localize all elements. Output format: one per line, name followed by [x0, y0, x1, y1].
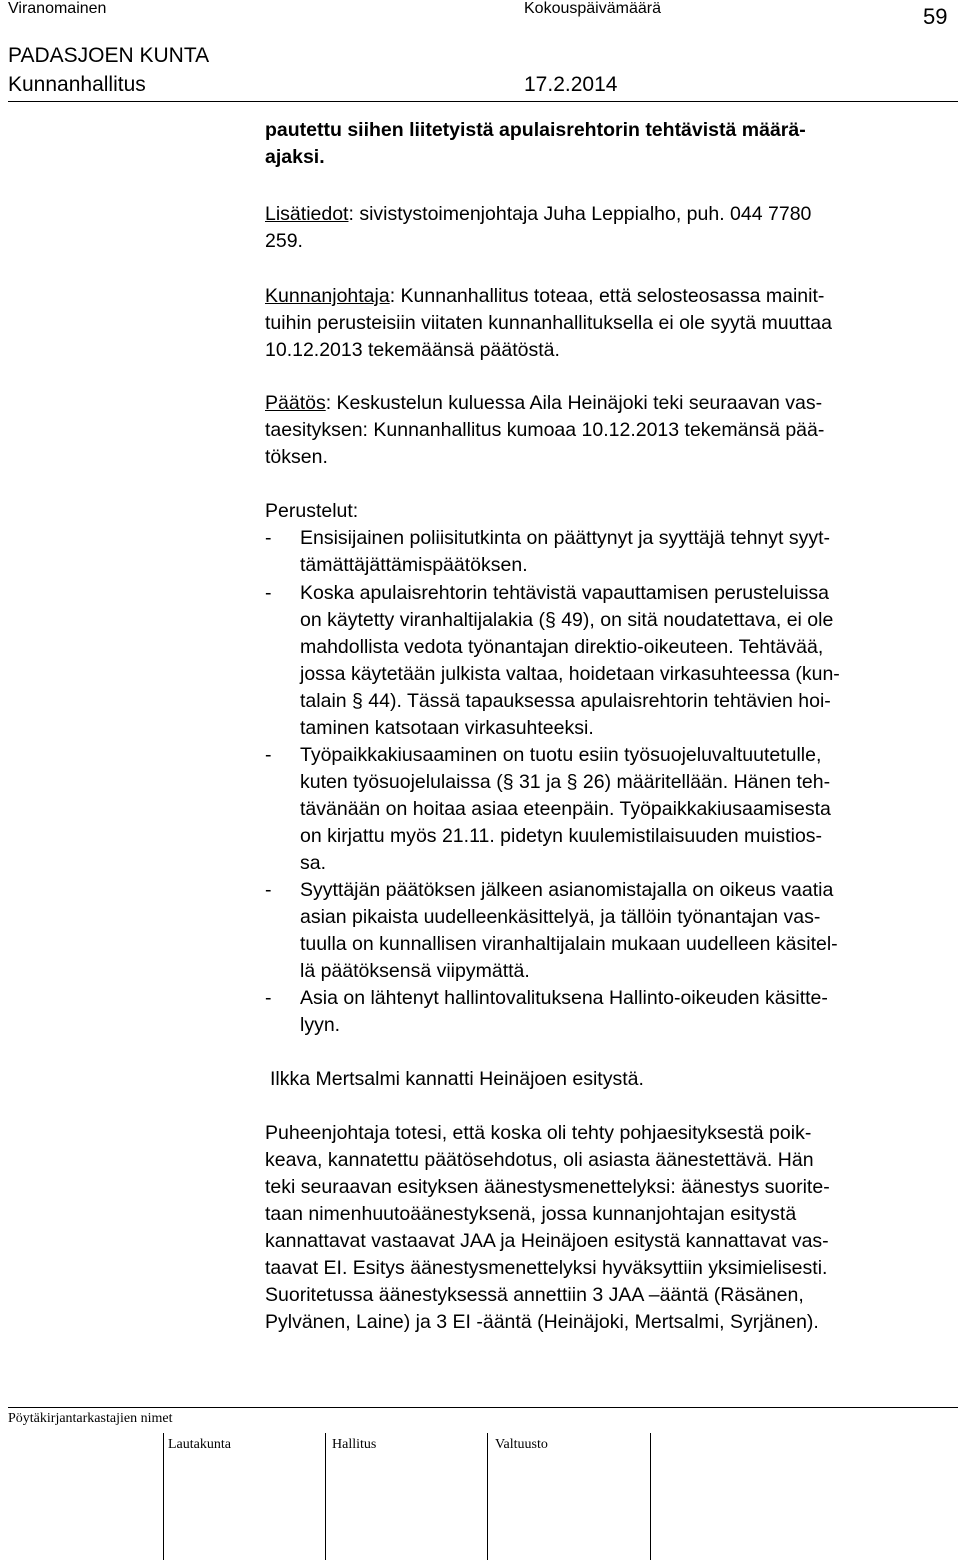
footer-divider — [8, 1407, 958, 1408]
lisatiedot-label: Lisätiedot — [265, 203, 349, 225]
kunnanjohtaja-line: Kunnanjohtaja: Kunnanhallitus toteaa, että selosteosassa mainit- — [265, 285, 825, 307]
bullet-line: lyyn. — [300, 1014, 341, 1036]
kunnanjohtaja-line: 10.12.2013 tekemäänsä päätöstä. — [265, 339, 560, 361]
footer-col-valtuusto: Valtuusto — [495, 1437, 548, 1452]
bullet-mark: - — [265, 987, 272, 1009]
bullet-line: Työpaikkakiusaaminen on tuotu esiin työsuojeluvaltuutetulle, — [300, 744, 822, 766]
final-paragraph-line: taavat EI. Esitys äänestysmenettelyksi hyväksyttiin yksimielisesti. — [265, 1257, 828, 1279]
paatos-line: Päätös: Keskustelun kuluessa Aila Heinäjoki teki seuraavan vas- — [265, 392, 823, 414]
paragraph-line: ajaksi. — [265, 146, 325, 168]
footer-column-divider — [650, 1433, 651, 1560]
footer-column-divider — [487, 1433, 488, 1560]
final-paragraph-line: Suoritetussa äänestyksessä annettiin 3 JAA –ääntä (Räsänen, — [265, 1284, 804, 1306]
bullet-mark: - — [265, 527, 272, 549]
bullet-line: lä päätöksensä viipymättä. — [300, 960, 530, 982]
bullet-line: asian pikaista uudelleenkäsittelyä, ja tällöin työnantajan vas- — [300, 906, 821, 928]
meeting-date: 17.2.2014 — [524, 73, 618, 96]
bullet-line: talain § 44). Tässä tapauksessa apulaisrehtorin tehtävien hoi- — [300, 690, 831, 712]
body-name: Kunnanhallitus — [8, 73, 146, 96]
paatos-line: taesityksen: Kunnanhallitus kumoaa 10.12.2013 tekemänsä pää- — [265, 419, 825, 441]
final-paragraph-line: taan nimenhuutoäänestyksenä, jossa kunnanjohtajan esitystä — [265, 1203, 797, 1225]
bullet-line: on käytetty viranhaltijalakia (§ 49), on sitä noudatettava, ei ole — [300, 609, 834, 631]
header-divider — [8, 101, 958, 102]
kunnanjohtaja-line: tuihin perusteisiin viitaten kunnanhallituksella ei ole syytä muuttaa — [265, 312, 832, 334]
paatos-line: töksen. — [265, 446, 328, 468]
final-paragraph-line: Puheenjohtaja totesi, että koska oli tehty pohjaesityksestä poik- — [265, 1122, 812, 1144]
lisatiedot-line: Lisätiedot: sivistystoimenjohtaja Juha Leppialho, puh. 044 7780 — [265, 203, 812, 225]
paragraph-line: pautettu siihen liitetyistä apulaisrehtorin tehtävistä määrä- — [265, 119, 806, 141]
header-authority-label: Viranomainen — [8, 0, 107, 17]
final-paragraph-line: keava, kannatettu päätösehdotus, oli asiasta äänestettävä. Hän — [265, 1149, 814, 1171]
final-paragraph-line: Pylvänen, Laine) ja 3 EI -ääntä (Heinäjoki, Mertsalmi, Syrjänen). — [265, 1311, 819, 1333]
bullet-line: tävänään on hoitaa asiaa eteenpäin. Työpaikkakiusaamisesta — [300, 798, 831, 820]
paatos-label: Päätös — [265, 392, 326, 414]
bullet-line: sa. — [300, 852, 327, 874]
bullet-line: Ensisijainen poliisitutkinta on päättynyt ja syyttäjä tehnyt syyt- — [300, 527, 831, 549]
footer-column-divider — [163, 1433, 164, 1560]
kunnanjohtaja-label: Kunnanjohtaja — [265, 285, 390, 307]
perustelut-heading: Perustelut: — [265, 500, 359, 522]
footer-col-lautakunta: Lautakunta — [168, 1437, 231, 1452]
bullet-line: tämättäjättämispäätöksen. — [300, 554, 528, 576]
bullet-line: Syyttäjän päätöksen jälkeen asianomistajalla on oikeus vaatia — [300, 879, 834, 901]
footer-column-divider — [325, 1433, 326, 1560]
footer-title: Pöytäkirjantarkastajien nimet — [8, 1411, 173, 1426]
bullet-line: taminen katsotaan virkasuhteeksi. — [300, 717, 594, 739]
bullet-line: tuulla on kunnallisen viranhaltijalain mukaan uudelleen käsitel- — [300, 933, 838, 955]
header-meeting-date-label: Kokouspäivämäärä — [524, 0, 661, 17]
bullet-line: Asia on lähtenyt hallintovalituksena Hallinto-oikeuden käsitte- — [300, 987, 828, 1009]
lisatiedot-line: 259. — [265, 230, 303, 252]
bullet-line: jossa käytetään julkista valtaa, hoidetaan virkasuhteessa (kun- — [300, 663, 840, 685]
bullet-mark: - — [265, 879, 272, 901]
bullet-line: mahdollista vedota työnantajan direktio-oikeuteen. Tehtävää, — [300, 636, 824, 658]
mertsalmi-line: Ilkka Mertsalmi kannatti Heinäjoen esitystä. — [270, 1068, 644, 1090]
footer-col-hallitus: Hallitus — [332, 1437, 377, 1452]
bullet-mark: - — [265, 582, 272, 604]
org-name: PADASJOEN KUNTA — [8, 44, 210, 67]
bullet-line: kuten työsuojelulaissa (§ 31 ja § 26) määritellään. Hänen teh- — [300, 771, 831, 793]
final-paragraph-line: kannattavat vastaavat JAA ja Heinäjoen esitystä kannattavat vas- — [265, 1230, 829, 1252]
bullet-line: on kirjattu myös 21.11. pidetyn kuulemistilaisuuden muistios- — [300, 825, 823, 847]
bullet-mark: - — [265, 744, 272, 766]
final-paragraph-line: teki seuraavan esityksen äänestysmenettelyksi: äänestys suorite- — [265, 1176, 830, 1198]
bullet-line: Koska apulaisrehtorin tehtävistä vapauttamisen perusteluissa — [300, 582, 829, 604]
page-number: 59 — [923, 4, 948, 29]
